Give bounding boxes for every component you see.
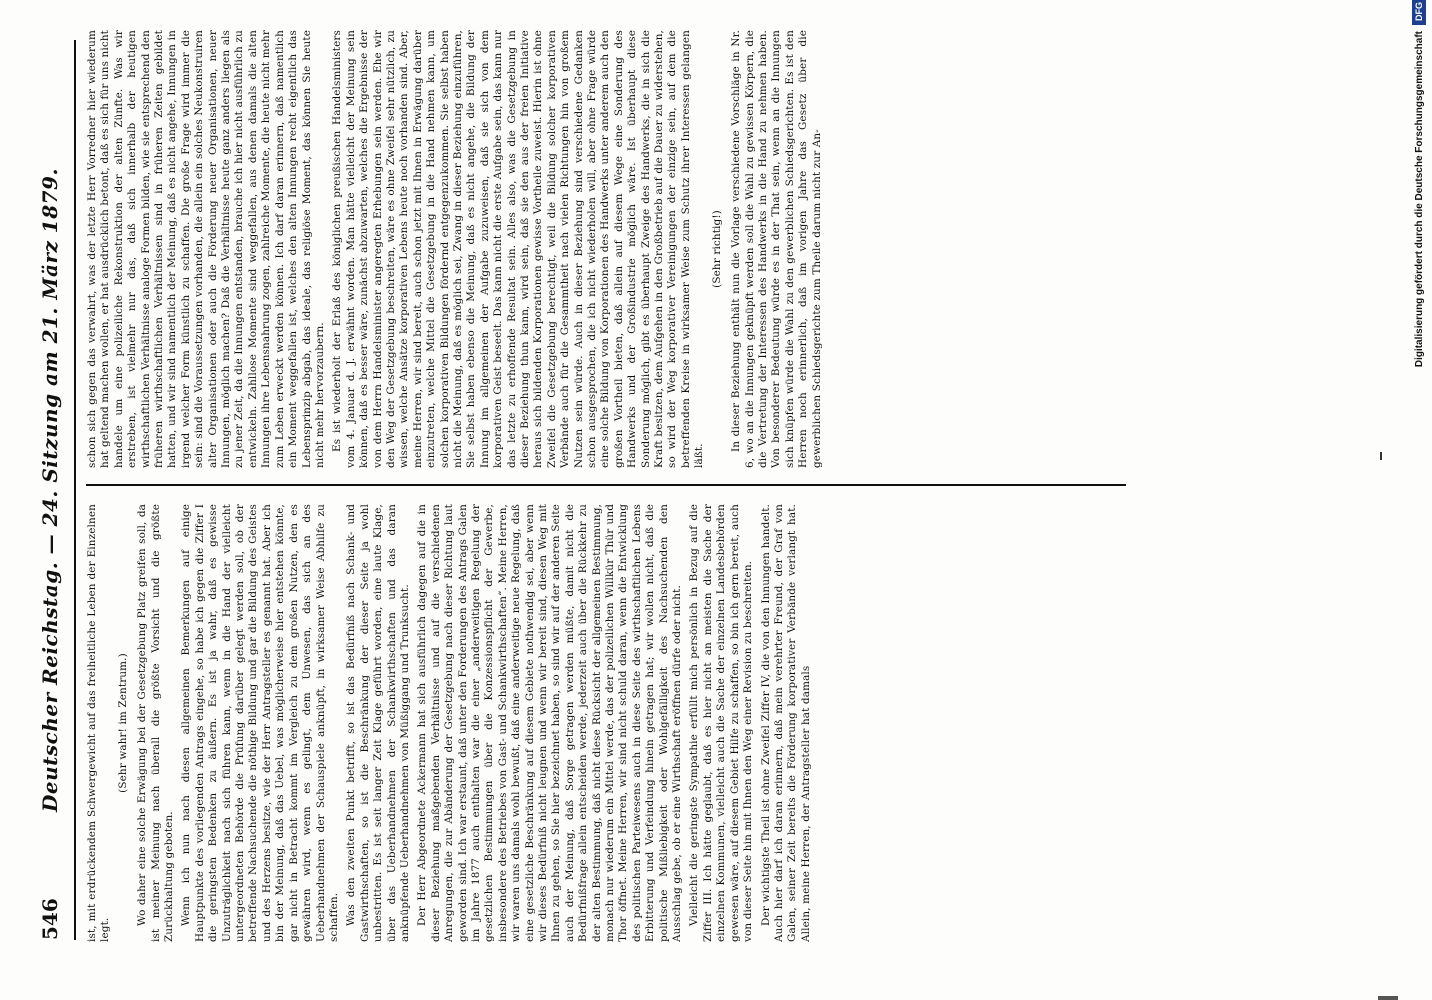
paragraph: ist, mit erdrückendem Schwergewicht auf das freiheitliche Leben der Einzelnen legt. xyxy=(86,504,112,942)
page-header xyxy=(38,40,76,940)
running-head: Deutscher Reichstag. — 24. Sitzung am 21. März 1879. xyxy=(38,168,62,812)
paragraph: Was den zweiten Punkt betrifft, so ist das Bedürfniß nach Schank- und Gastwirthschaften, so ist die Beschränkung der dieser Seite ja wohl unbestritten. Es ist seit langer Zeit Klage geführt worden, eine laute Klage, über das Ueberhandnehmen der Schankwirthschaften und das daran anknüpfende Ueberhandnehmen von Müßiggang und Trunksucht. xyxy=(345,504,411,942)
right-column xyxy=(86,30,1126,468)
paragraph: schon sich gegen das verwahrt, was der letzte Herr Vorredner hier wiederum hat geltend machen wollen, er hat ausdrücklich betont, daß es sich für uns nicht handele um eine polizeiliche Rekonstruktion der alten Zünfte. Was wir erstreben, ist vielmehr nur das, daß sich innerhalb der heutigen wirthschaftlichen Verhältnisse analoge Formen bilden, wie sie entsprechend den früheren wirthschaftlichen Verhältnissen sind in früheren Zeiten gebildet hatten, und wir sind namentlich der Meinung, daß es nicht angehe, Innungen in irgend welcher Form künstlich zu schaffen. Die große Frage wird immer die sein: sind die Voraussetzungen vorhanden, die allein ein solches Neukonstruiren alter Organisationen oder auch die Förderung neuer Organisationen, neuer Innungen, möglich machen? Daß die Verhältnisse heute ganz anders liegen als zu jener Zeit, da die Innungen entstanden, brauche ich hier nicht ausführlich zu entwickeln. Zahllose Momente sind weggefallen, aus denen damals die alten Innungen ihre Lebensnahrung zogen, zahlreiche Momente, die heute nicht mehr zum Leben erweckt werden können. Ich darf daran erinnern, daß namentlich ein Moment weggefallen ist, welches den alten Innungen recht eigentlich das Lebensprinzip abgab, das ideale, das religiöse Moment, das können Sie heute nicht mehr hervorzaubern. xyxy=(86,30,326,468)
interjection: (Sehr wahr! im Zentrum.) xyxy=(116,653,129,793)
footer-dash xyxy=(1380,452,1382,460)
interjection: (Sehr richtig!) xyxy=(710,210,723,288)
paragraph: Der wichtigste Theil ist ohne Zweifel Ziffer IV, die von den Innungen handelt. Auch hier darf ich daran erinnern, daß mein verehrter Freund, der Graf von Galen, seiner Zeit bereits die Förderung korporativer Verbände verlangt hat. Allein, meine Herren, der Antragsteller hat damals xyxy=(759,504,812,942)
column-divider xyxy=(86,484,1126,486)
left-column xyxy=(86,504,1126,942)
paragraph: In dieser Beziehung enthält nun die Vorlage verschiedene Vorschläge in Nr. 6, wo an die Innungen geknüpft werden soll die Wahl zu gewissen Körpern, die die Vertretung der Interessen des Handwerks in die Hand zu nehmen haben. Von besonderer Bedeutung würde es in der That sein, wenn an die Innungen sich knüpfen würde die Wahl zu den gewerblichen Schiedsgerichten. Es ist den Herren noch erinnerlich, daß im vorigen Jahre das Gesetz über die gewerblichen Schiedsgerichte zum Theile darum nicht zur An- xyxy=(730,30,823,468)
paragraph: Der Herr Abgeordnete Ackermann hat sich ausführlich dagegen auf die in dieser Beziehung maßgebenden Verhältnisse und auf die verschiedenen Anregungen, die zur Abänderung der Gesetzgebung nach dieser Richtung laut geworden sind. Ich war erstaunt, daß unter den Forderungen des Antrags Galen im Jahre 1877 auch enthalten war die einer „anderweitigen Regelung der gesetzlichen Bestimmungen über die Konzessionspflicht der Gewerbe, insbesondere des Betriebes von Gast- und Schankwirthschaften“. Meine Herren, wir waren uns damals wohl bewußt, daß eine anderweitige neue Regelung, daß eine gesetzliche Beschränkung auf diesem Gebiete nothwendig sei, aber wenn wir dieses Bedürfniß nicht leugnen und wenn wir bereit sind, diesen Weg mit Ihnen zu gehen, so Sie hier bezeichnet haben, so sind wir auf der anderen Seite auch der Meinung, daß Sorge getragen werden müßte, damit nicht die Bedürfnißfrage allein entscheiden werde, jederzeit auch über die Rückkehr zu der alten Bestimmung, daß nicht diese Rücksicht der allgemeinen Bestimmung, monach nur wiederum ein Mittel werde, das der polizeilichen Willkür Thür und Thor öffnet. Meine Herren, wir sind nicht schuld daran, wenn die Entwicklung des politischen Parteiwesens auch in diese Seite des wirthschaftlichen Lebens Erbitterung und Verfeindung hinein getragen hat; wir wollen nicht, daß die politische Mißliebigkeit oder Wohlgefälligkeit des Nachsuchenden den Ausschlag gebe, ob er eine Wirthschaft eröffnen dürfe oder nicht. xyxy=(416,504,684,942)
credit-line xyxy=(1412,0,1426,994)
paragraph: Vielleicht die geringste Sympathie erfüllt mich persönlich in Bezug auf die Ziffer III. Ich hätte geglaubt, daß es hier nicht an meisten die Sache der einzelnen Kommunen, vielleicht auch die Sache der einzelnen Landesbehörden gewesen wäre, auf diesem Gebiet Hilfe zu schaffen, so bin ich gern bereit, auch von dieser Seite hin mit Ihnen den Weg einer Revision zu beschreiten. xyxy=(688,504,755,942)
paragraph: Es ist wiederholt der Erlaß des königlichen preußischen Handelsministers vom 4. Januar d. J. erwähnt worden. Man hätte vielleicht der Meinung sein können, daß es besser wäre, zunächst abzuwarten, welches die Ergebnisse der von dem Herrn Handelsminister angeregten Erhebungen sein werden. Ehe wir den Weg der Gesetzgebung beschreiten, wäre es ohne Zweifel sehr nützlich, zu wissen, welche Ansätze korporativen Lebens heute noch vorhanden sind. Aber, meine Herren, wir sind bereit, auch schon jetzt mit Ihnen in Erwägung darüber einzutreten, welche Mittel die Gesetzgebung in die Hand nehmen kann, um solchen korporativen Bildungen fördernd entgegenzukommen. Sie selbst haben nicht die Meinung, daß es möglich sei, Zwang in dieser Beziehung einzuführen, Sie selbst haben ebenso die Meinung, daß es nicht angehe, die Bildung der Innung im allgemeinen der Aufgabe zuzuweisen, daß sie sich von dem korporativen Geist beseelt. Das kann nicht die erste Aufgabe sein, das kann nur das letzte zu erhoffende Resultat sein. Alles also, was die Gesetzgebung in dieser Beziehung thun kann, wird sein, daß sie den aus der freien Initiative heraus sich bildenden Korporationen gewisse Vortheile zuweist. Hierin ist ohne Zweifel die Gesetzgebung berechtigt, weil die Bildung solcher korporativen Verbände auch für die Gesammtheit nach vielen Richtungen hin von großem Nutzen sein würde. Auch in dieser Beziehung sind verschiedene Gedanken schon ausgesprochen, die ich nicht wiederholen will, aber ohne Frage würde eine solche Bildung von Korporationen des Handwerks unter anderem auch den großen Vortheil bieten, daß allein auf diesem Wege eine Sonderung des Handwerks und der Großindustrie möglich wäre. Ist überhaupt diese Sonderung möglich, gibt es überhaupt Zweige des Handwerks, die in sich die Kraft besitzen, dem Aufgehen in den Großbetrieb auf die Dauer zu widerstehen, so wird der Weg korporativer Vereinigungen der einzige sein, auf dem die betreffenden Kreise in wirksamer Weise zum Schutz ihrer Interessen gelangen läßt. xyxy=(331,30,706,468)
paragraph: Wo daher eine solche Erwägung bei der Gesetzgebung Platz greifen soll, da ist meiner Meinung nach überall die größte Vorsicht und die größte Zurückhaltung geboten. xyxy=(136,504,176,942)
page-number: 546 xyxy=(38,898,62,940)
paragraph: Wenn ich nun nach diesen allgemeinen Bemerkungen auf einige Hauptpunkte des vorliegenden Antrags eingehe, so habe ich gegen die Ziffer I die geringsten Bedenken zu äußern. Es ist ja wahr, daß es gewisse Unzuträglichkeit nach sich führen kann, wenn in die Hand der vielleicht untergeordneten Behörde die Prüfung darüber gelegt werden soll, ob der betreffende Nachsuchende die nöthige Bildung und gar die Bildung des Geistes und des Herzens besitze, wie der Herr Antragsteller es genannt hat. Aber ich bin der Meinung, daß das Uebel, was möglicherweise hier entstehen könnte, gar nicht in Betracht kommt im Vergleich zu dem großen Nutzen, den es gewähren wird, wenn es gelingt, dem Unwesen, das sich an des Ueberhandnehmen der Schauspiele anknüpft, in wirksamer Weise Abhilfe zu schaffen. xyxy=(180,504,340,942)
dfg-logo: DFG xyxy=(1412,0,1426,25)
digitalisation-credit xyxy=(1392,0,1432,1000)
credit-text: Digitalisierung gefördert durch die Deutsche Forschungsgemeinschaft xyxy=(1413,31,1425,368)
